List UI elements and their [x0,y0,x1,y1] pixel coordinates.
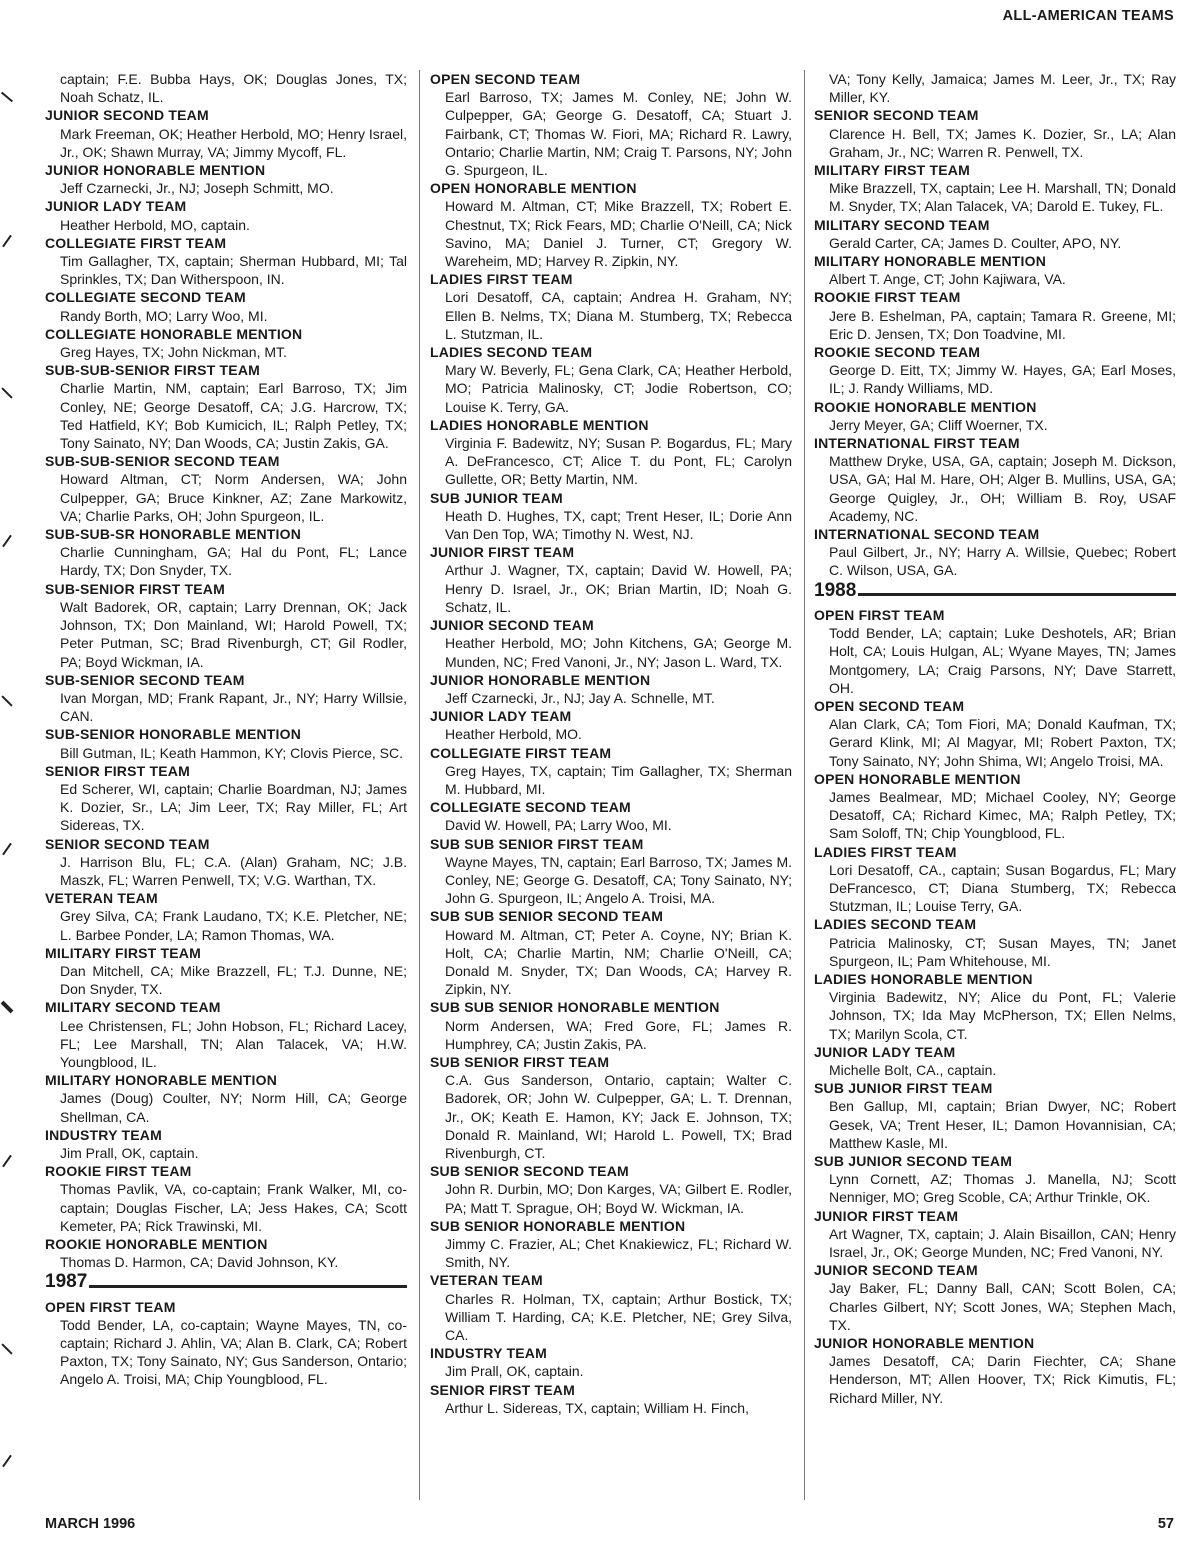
team-members: Lynn Cornett, AZ; Thomas J. Manella, NJ; Scott Nenniger, MO; Greg Scoble, CA; Arthur Trinkle, OK. [829,1171,1176,1206]
team-heading: COLLEGIATE SECOND TEAM [430,799,631,816]
team-heading: SENIOR FIRST TEAM [430,1381,575,1398]
footer-date: MARCH 1996 [45,1516,136,1532]
team-members: Jeff Czarnecki, Jr., NJ; Joseph Schmitt, MO. [60,180,334,197]
margin-mark [1,695,12,706]
team-heading: ROOKIE HONORABLE MENTION [45,1236,268,1252]
team-members: Gerald Carter, CA; James D. Coulter, APO, NY. [829,234,1122,251]
column-1 [45,70,407,1389]
page-number: 57 [1157,1516,1174,1532]
team-members: Jimmy C. Frazier, AL; Chet Knakiewicz, FL; Richard W. Smith, NY. [445,1236,792,1271]
team-heading: OPEN FIRST TEAM [45,1298,176,1315]
team-members: Jere B. Eshelman, PA, captain; Tamara R. Greene, MI; Eric D. Jensen, TX; Don Toadvine, MI. [829,307,1176,342]
team-members: Arthur J. Wagner, TX, captain; David W. Howell, PA; Henry D. Israel, Jr., OK; Brian Martin, ID; Noah G. Schatz, IL. [445,562,792,615]
team-heading: MILITARY FIRST TEAM [814,162,970,179]
team-heading: MILITARY HONORABLE MENTION [45,1072,278,1089]
team-heading: INTERNATIONAL FIRST TEAM [814,435,1020,452]
team-heading: JUNIOR HONORABLE MENTION [430,671,651,688]
team-members: Charles R. Holman, TX, captain; Arthur Bostick, TX; William T. Harding, CA; K.E. Pletcher, NE; Grey Silva, CA. [445,1290,792,1344]
team-members: Tim Gallagher, TX, captain; Sherman Hubbard, MI; Tal Sprinkles, TX; Dan Witherspoon, IN. [60,253,407,288]
year-heading [814,579,1176,601]
running-head: ALL-AMERICAN TEAMS [1002,8,1174,24]
team-heading: JUNIOR HONORABLE MENTION [45,162,266,179]
team-members: Jim Prall, OK, captain. [445,1363,584,1380]
team-heading: SUB-SUB-SENIOR SECOND TEAM [45,453,280,470]
team-heading: INDUSTRY TEAM [45,1126,162,1143]
team-members: Heather Herbold, MO; John Kitchens, GA; George M. Munden, NC; Fred Vanoni, Jr., NY; Jason L. Ward, TX. [445,635,792,670]
team-members: George D. Eitt, TX; Jimmy W. Hayes, GA; Earl Moses, IL; J. Randy Williams, MD. [829,362,1176,397]
team-members: Matthew Dryke, USA, GA, captain; Joseph M. Dickson, USA, GA; Hal M. Hare, OH; Alger B. Mullins, USA, GA; George Quigley, Jr., OH; William B. Roy, USAF Academy, NC. [829,453,1176,524]
team-members: David W. Howell, PA; Larry Woo, MI. [445,817,672,834]
team-members: Heather Herbold, MO. [445,726,582,743]
team-members: Patricia Malinosky, CT; Susan Mayes, TN; Janet Spurgeon, IL; Pam Whitehouse, MI. [829,934,1176,969]
team-heading: SUB-SENIOR FIRST TEAM [45,580,225,597]
team-members: Howard M. Altman, CT; Peter A. Coyne, NY; Brian K. Holt, CA; Charlie Martin, NM; Charlie O'Neill, CA; Donald M. Snyder, TX; Dan Woods, CA; Harvey R. Zipkin, NY. [445,926,792,998]
team-members: Norm Andersen, WA; Fred Gore, FL; James R. Humphrey, CA; Justin Zakis, PA. [445,1017,792,1052]
team-members: Mary W. Beverly, FL; Gena Clark, CA; Heather Herbold, MO; Patricia Malinosky, CT; Jodie Robertson, CO; Louise K. Terry, GA. [445,362,792,415]
team-members: Walt Badorek, OR, captain; Larry Drennan, OK; Jack Johnson, TX; Don Mainland, WI; Harold Powell, TX; Peter Putman, SC; Brad Rivenburgh, CT; Gil Rodler, PA; Boyd Wickman, IA. [60,598,407,670]
margin-mark [2,235,12,248]
team-members: Heather Herbold, MO, captain. [60,216,250,233]
team-members: Virginia Badewitz, NY; Alice du Pont, FL; Valerie Johnson, TX; Ida May McPherson, TX; Ellen Nelms, TX; Marilyn Scola, CT. [829,989,1176,1042]
team-members: Earl Barroso, TX; James M. Conley, NE; John W. Culpepper, GA; George G. Desatoff, CA; Stuart J. Fairbank, CT; Thomas W. Fiori, MA; Richard R. Lawry, Ontario; Charlie Martin, NM; Craig T. Parsons, NY; John G. Spurgeon, IL. [445,89,792,179]
team-members: Ed Scherer, WI, captain; Charlie Boardman, NJ; James K. Dozier, Sr., LA; Jim Leer, TX; Ray Miller, FL; Art Sidereas, TX. [60,780,407,834]
team-heading: SENIOR SECOND TEAM [45,835,210,852]
team-members: C.A. Gus Sanderson, Ontario, captain; Walter C. Badorek, OR; John W. Culpepper, GA; L. T. Drennan, Jr., OK; Keath E. Hamon, KY; Jack E. Johnson, TX; Donald R. Mainland, WI; Harold L. Powell, TX; Brad Rivenburgh, CT. [445,1072,792,1161]
team-heading: MILITARY SECOND TEAM [814,216,990,233]
team-members: Charlie Martin, NM, captain; Earl Barroso, TX; Jim Conley, NE; George Desatoff, CA; J.G. Harcrow, TX; Ted Hatfield, KY; Bob Kumicich, IL; Ralph Petley, TX; Tony Sainato, NY; Dan Woods, CA; Justin Zakis, GA. [60,380,407,452]
team-heading: SUB-SUB-SENIOR FIRST TEAM [45,362,260,379]
team-heading: COLLEGIATE HONORABLE MENTION [45,325,303,342]
team-members: Thomas Pavlik, VA, co-captain; Frank Walker, MI, co-captain; Douglas Fischer, LA; Jess Hakes, CA; Scott Kemeter, PA; Rick Trawinski, MI. [60,1181,407,1234]
team-members: Thomas D. Harmon, CA; David Johnson, KY. [60,1254,339,1271]
team-members: Alan Clark, CA; Tom Fiori, MA; Donald Kaufman, TX; Gerard Klink, MI; Al Magyar, MI; Robert Paxton, TX; Tony Sainato, NY; John Shima, WI; Angelo Troisi, MA. [829,716,1176,769]
team-members: Todd Bender, LA; captain; Luke Deshotels, AR; Brian Holt, CA; Louis Hulgan, AL; Wyane Mayes, TN; James Montgomery, LA; Craig Parsons, NY; Dave Starrett, OH. [829,625,1176,696]
team-members: James Desatoff, CA; Darin Fiechter, CA; Shane Henderson, MT; Allen Hoover, TX; Rick Kimutis, FL; Richard Miller, NY. [829,1353,1176,1406]
team-heading: SUB-SENIOR HONORABLE MENTION [45,726,302,743]
team-heading: MILITARY HONORABLE MENTION [814,253,1047,270]
team-members: Bill Gutman, IL; Keath Hammon, KY; Clovis Pierce, SC. [60,744,403,761]
team-members: John R. Durbin, MO; Don Karges, VA; Gilbert E. Rodler, PA; Matt T. Sprague, OH; Boyd W. Wickman, IA. [445,1181,792,1216]
team-heading: ROOKIE HONORABLE MENTION [814,398,1037,415]
team-heading: SUB SUB SENIOR SECOND TEAM [430,908,664,925]
team-heading: SUB SUB SENIOR FIRST TEAM [430,835,644,852]
team-members: Wayne Mayes, TN, captain; Earl Barroso, TX; James M. Conley, NE; George G. Desatoff, CA; Tony Sainato, NY; John G. Spurgeon, IL; Angelo A. Troisi, MA. [445,853,792,907]
team-heading: OPEN SECOND TEAM [814,697,965,714]
year-label: 1988 [814,579,857,601]
year-rule [858,593,1176,596]
team-members: Jerry Meyer, GA; Cliff Woerner, TX. [829,416,1048,433]
team-heading: INTERNATIONAL SECOND TEAM [814,526,1040,543]
margin-mark [1,1001,14,1014]
team-heading: LADIES HONORABLE MENTION [814,970,1033,987]
team-heading: SUB JUNIOR TEAM [430,489,563,506]
team-members: Albert T. Ange, CT; John Kajiwara, VA. [829,271,1066,288]
team-members: Todd Bender, LA, co-captain; Wayne Mayes, TN, co-captain; Richard J. Ahlin, VA; Alan B. Clark, CA; Robert Paxton, TX; Tony Sainato, NY; Gus Sanderson, Ontario; Angelo A. Troisi, MA; Chip Youngblood, FL. [60,1316,407,1388]
team-members: Jim Prall, OK, captain. [60,1144,199,1161]
team-members: Lori Desatoff, CA, captain; Andrea H. Graham, NY; Ellen B. Nelms, TX; Diana M. Stumberg, TX; Rebecca L. Stutzman, IL. [445,289,792,342]
team-members: Howard M. Altman, CT; Mike Brazzell, TX; Robert E. Chestnut, TX; Rick Fears, MD; Charlie O'Neill, CA; Nick Savino, MA; Daniel J. Turner, CT; Gregory W. Wareheim, MD; Harvey R. Zipkin, NY. [445,198,792,270]
column-3 [814,70,1176,1407]
team-heading: SENIOR FIRST TEAM [45,762,190,779]
team-heading: SUB JUNIOR FIRST TEAM [814,1080,993,1097]
team-heading: MILITARY SECOND TEAM [45,999,221,1016]
team-members: Arthur L. Sidereas, TX, captain; William H. Finch, [445,1399,749,1416]
margin-mark [2,535,12,548]
team-heading: JUNIOR SECOND TEAM [45,107,209,124]
team-members: James (Doug) Coulter, NY; Norm Hill, CA; George Shellman, CA. [60,1090,407,1125]
team-heading: SUB JUNIOR SECOND TEAM [814,1152,1013,1169]
team-heading: LADIES SECOND TEAM [430,344,593,361]
team-members: J. Harrison Blu, FL; C.A. (Alan) Graham, NC; J.B. Maszk, FL; Warren Penwell, TX; V.G. Warthan, TX. [60,853,407,888]
team-heading: COLLEGIATE FIRST TEAM [45,234,227,251]
team-members: Art Wagner, TX, captain; J. Alain Bisaillon, CAN; Henry Israel, Jr., OK; George Munden, NC; Fred Vanoni, NY. [829,1225,1176,1260]
team-members: Randy Borth, MO; Larry Woo, MI. [60,307,268,324]
margin-mark [1,92,13,103]
team-heading: SUB-SENIOR SECOND TEAM [45,671,245,688]
team-members: Lori Desatoff, CA., captain; Susan Bogardus, FL; Mary DeFrancesco, CT; Diana Stumberg, TX; Rebecca Stutzman, IL; Louise Terry, GA. [829,861,1176,915]
team-heading: OPEN FIRST TEAM [814,606,945,623]
team-heading: LADIES FIRST TEAM [814,843,957,860]
team-heading: JUNIOR HONORABLE MENTION [814,1335,1035,1352]
team-heading: LADIES HONORABLE MENTION [430,416,649,433]
team-heading: OPEN HONORABLE MENTION [814,770,1021,787]
team-members: Clarence H. Bell, TX; James K. Dozier, Sr., LA; Alan Graham, Jr., NC; Warren R. Penwell, TX. [829,125,1176,160]
team-heading: JUNIOR FIRST TEAM [814,1207,959,1224]
team-heading: JUNIOR SECOND TEAM [430,617,594,634]
team-members: Charlie Cunningham, GA; Hal du Pont, FL; Lance Hardy, TX; Don Snyder, TX. [60,544,407,579]
team-members: Virginia F. Badewitz, NY; Susan P. Bogardus, FL; Mary A. DeFrancesco, CT; Alice T. du Pont, FL; Carolyn Gullette, OR; Betty Martin, NM. [445,435,792,488]
team-heading: SENIOR SECOND TEAM [814,107,979,124]
column-rule-2 [804,70,805,1500]
team-heading: COLLEGIATE SECOND TEAM [45,289,246,306]
team-members: Grey Silva, CA; Frank Laudano, TX; K.E. Pletcher, NE; L. Barbee Ponder, LA; Ramon Thomas, WA. [60,908,407,943]
team-members: Paul Gilbert, Jr., NY; Harry A. Willsie, Quebec; Robert C. Wilson, USA, GA. [829,544,1176,579]
team-heading: ROOKIE FIRST TEAM [45,1163,192,1180]
team-members: Greg Hayes, TX, captain; Tim Gallagher, TX; Sherman M. Hubbard, MI. [445,762,792,797]
team-heading: SUB SUB SENIOR HONORABLE MENTION [430,999,720,1016]
team-heading: SUB-SUB-SR HONORABLE MENTION [45,526,302,543]
team-heading: SUB SENIOR HONORABLE MENTION [430,1217,686,1234]
team-members: VA; Tony Kelly, Jamaica; James M. Leer, Jr., TX; Ray Miller, KY. [829,71,1176,106]
team-members: Dan Mitchell, CA; Mike Brazzell, FL; T.J. Dunne, NE; Don Snyder, TX. [60,962,407,998]
team-members: Ivan Morgan, MD; Frank Rapant, Jr., NY; Harry Willsie, CAN. [60,689,407,725]
team-members: Mike Brazzell, TX, captain; Lee H. Marshall, TN; Donald M. Snyder, TX; Alan Talacek, VA; Darold E. Tukey, FL. [829,180,1176,215]
team-members: Michelle Bolt, CA., captain. [829,1061,997,1078]
team-members: Jay Baker, FL; Danny Ball, CAN; Scott Bolen, CA; Charles Gilbert, NY; Scott Jones, WA; Stephen Mach, TX. [829,1280,1176,1333]
year-rule [89,1285,407,1288]
margin-mark [2,843,12,856]
team-heading: INDUSTRY TEAM [430,1345,547,1362]
team-heading: COLLEGIATE FIRST TEAM [430,744,612,761]
column-rule-1 [419,70,420,1500]
team-heading: OPEN SECOND TEAM [430,71,581,87]
team-members: James Bealmear, MD; Michael Cooley, NY; George Desatoff, CA; Richard Kimec, MA; Ralph Petley, TX; Sam Soloff, TN; Chip Youngblood, FL. [829,788,1176,842]
margin-mark [2,1455,12,1468]
team-heading: JUNIOR SECOND TEAM [814,1262,978,1279]
team-members: Greg Hayes, TX; John Nickman, MT. [60,344,287,361]
team-heading: LADIES SECOND TEAM [814,916,977,933]
team-heading: JUNIOR LADY TEAM [45,198,187,215]
team-members: Mark Freeman, OK; Heather Herbold, MO; Henry Israel, Jr., OK; Shawn Murray, VA; Jimmy Mycoff, FL. [60,125,407,160]
team-members: Heath D. Hughes, TX, capt; Trent Heser, IL; Dorie Ann Van Den Top, WA; Timothy N. West, NJ. [445,507,792,543]
column-2 [430,70,792,1417]
team-heading: JUNIOR LADY TEAM [430,708,572,725]
team-heading: JUNIOR FIRST TEAM [430,544,575,561]
team-heading: ROOKIE SECOND TEAM [814,344,981,361]
year-heading [45,1273,407,1291]
team-members: Ben Gallup, MI, captain; Brian Dwyer, NC; Robert Gesek, VA; Trent Heser, IL; Damon Hovannisian, CA; Matthew Kasle, MI. [829,1098,1176,1151]
team-heading: LADIES FIRST TEAM [430,271,573,288]
team-heading: JUNIOR LADY TEAM [814,1043,956,1060]
team-heading: ROOKIE FIRST TEAM [814,289,961,306]
margin-mark [1,387,12,398]
team-heading: SUB SENIOR FIRST TEAM [430,1053,610,1070]
margin-mark [2,1155,12,1168]
team-members: captain; F.E. Bubba Hays, OK; Douglas Jones, TX; Noah Schatz, IL. [60,71,407,106]
team-heading: VETERAN TEAM [430,1272,543,1289]
team-heading: MILITARY FIRST TEAM [45,944,201,961]
team-heading: OPEN HONORABLE MENTION [430,180,637,197]
team-heading: VETERAN TEAM [45,890,158,907]
team-members: Howard Altman, CT; Norm Andersen, WA; John Culpepper, GA; Bruce Kinkner, AZ; Zane Markowitz, VA; Charlie Parks, OH; John Spurgeon, IL. [60,471,407,524]
team-members: Jeff Czarnecki, Jr., NJ; Jay A. Schnelle, MT. [445,689,715,706]
team-members: Lee Christensen, FL; John Hobson, FL; Richard Lacey, FL; Lee Marshall, TN; Alan Talacek, VA; H.W. Youngblood, IL. [60,1017,407,1070]
margin-mark [1,1343,12,1354]
team-heading: SUB SENIOR SECOND TEAM [430,1163,629,1180]
year-label: 1987 [45,1271,88,1293]
